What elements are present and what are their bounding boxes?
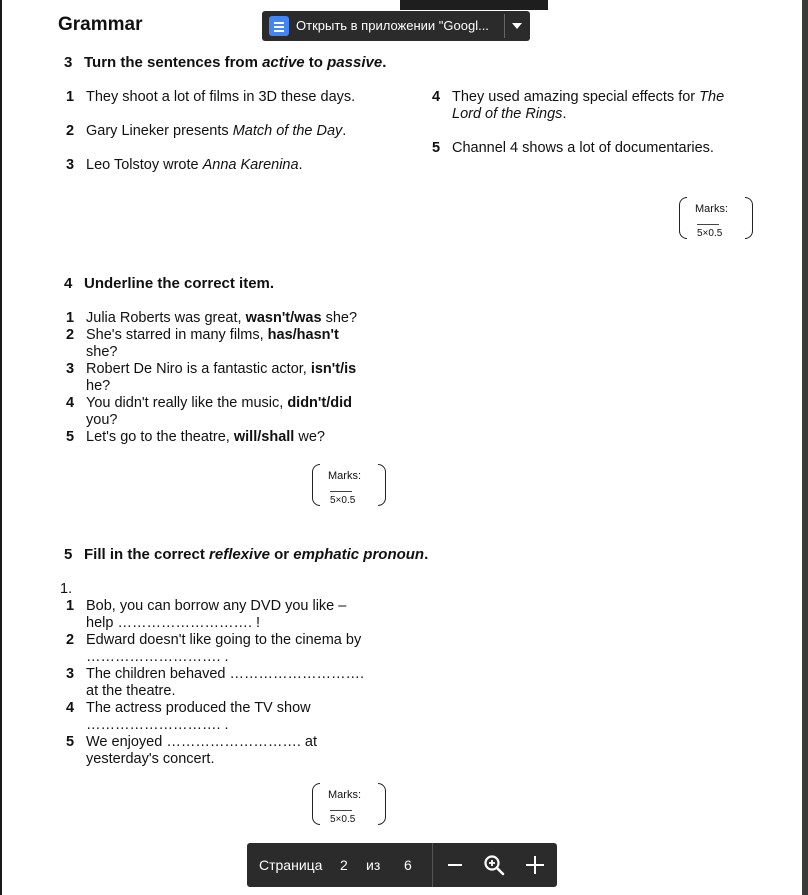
- minus-icon[interactable]: [448, 864, 462, 866]
- viewer-edge: [802, 0, 808, 895]
- s5-item-1: 1 Bob, you can borrow any DVD you like – help ………………………. !: [66, 598, 347, 631]
- marks-box-3: Marks: 5×0.5: [679, 197, 753, 239]
- zoom-icon[interactable]: [483, 854, 505, 876]
- page-total: 6: [404, 857, 412, 873]
- page-navigation-bar: [247, 843, 557, 887]
- open-in-app-button[interactable]: Открыть в приложении "Googl...: [296, 18, 489, 33]
- worksheet-title: Grammar: [58, 14, 143, 35]
- page-number-input[interactable]: 2: [340, 857, 348, 873]
- top-shadow: [400, 0, 548, 10]
- section-4-heading: 4 Underline the correct item.: [64, 275, 275, 292]
- page-of-label: из: [366, 857, 381, 873]
- marks-box-5: Marks: 5×0.5: [312, 783, 386, 825]
- list-marker: 1.: [60, 581, 73, 597]
- page-label: Страница: [259, 857, 323, 873]
- open-bar-divider: [504, 14, 505, 38]
- s5-item-3: 3 The children behaved ………………………. at the theatre.: [66, 666, 365, 699]
- google-docs-icon[interactable]: [269, 16, 289, 36]
- dropdown-caret-icon[interactable]: [512, 23, 522, 29]
- s5-item-2: 2 Edward doesn't like going to the cinema by ………………………. .: [66, 632, 362, 665]
- open-in-app-bar: [262, 11, 530, 41]
- section-3-heading: 3 Turn the sentences from active to passive.: [64, 54, 387, 71]
- s5-item-4: 4 The actress produced the TV show ………………………. .: [66, 700, 311, 733]
- marks-box-4: Marks: 5×0.5: [312, 464, 386, 506]
- pager-divider: [432, 843, 433, 887]
- section-5-heading: 5 Fill in the correct reflexive or emphatic pronoun.: [64, 546, 429, 563]
- plus-icon[interactable]: [526, 856, 544, 874]
- s5-item-5: 5 We enjoyed ………………………. at yesterday's concert.: [66, 734, 317, 767]
